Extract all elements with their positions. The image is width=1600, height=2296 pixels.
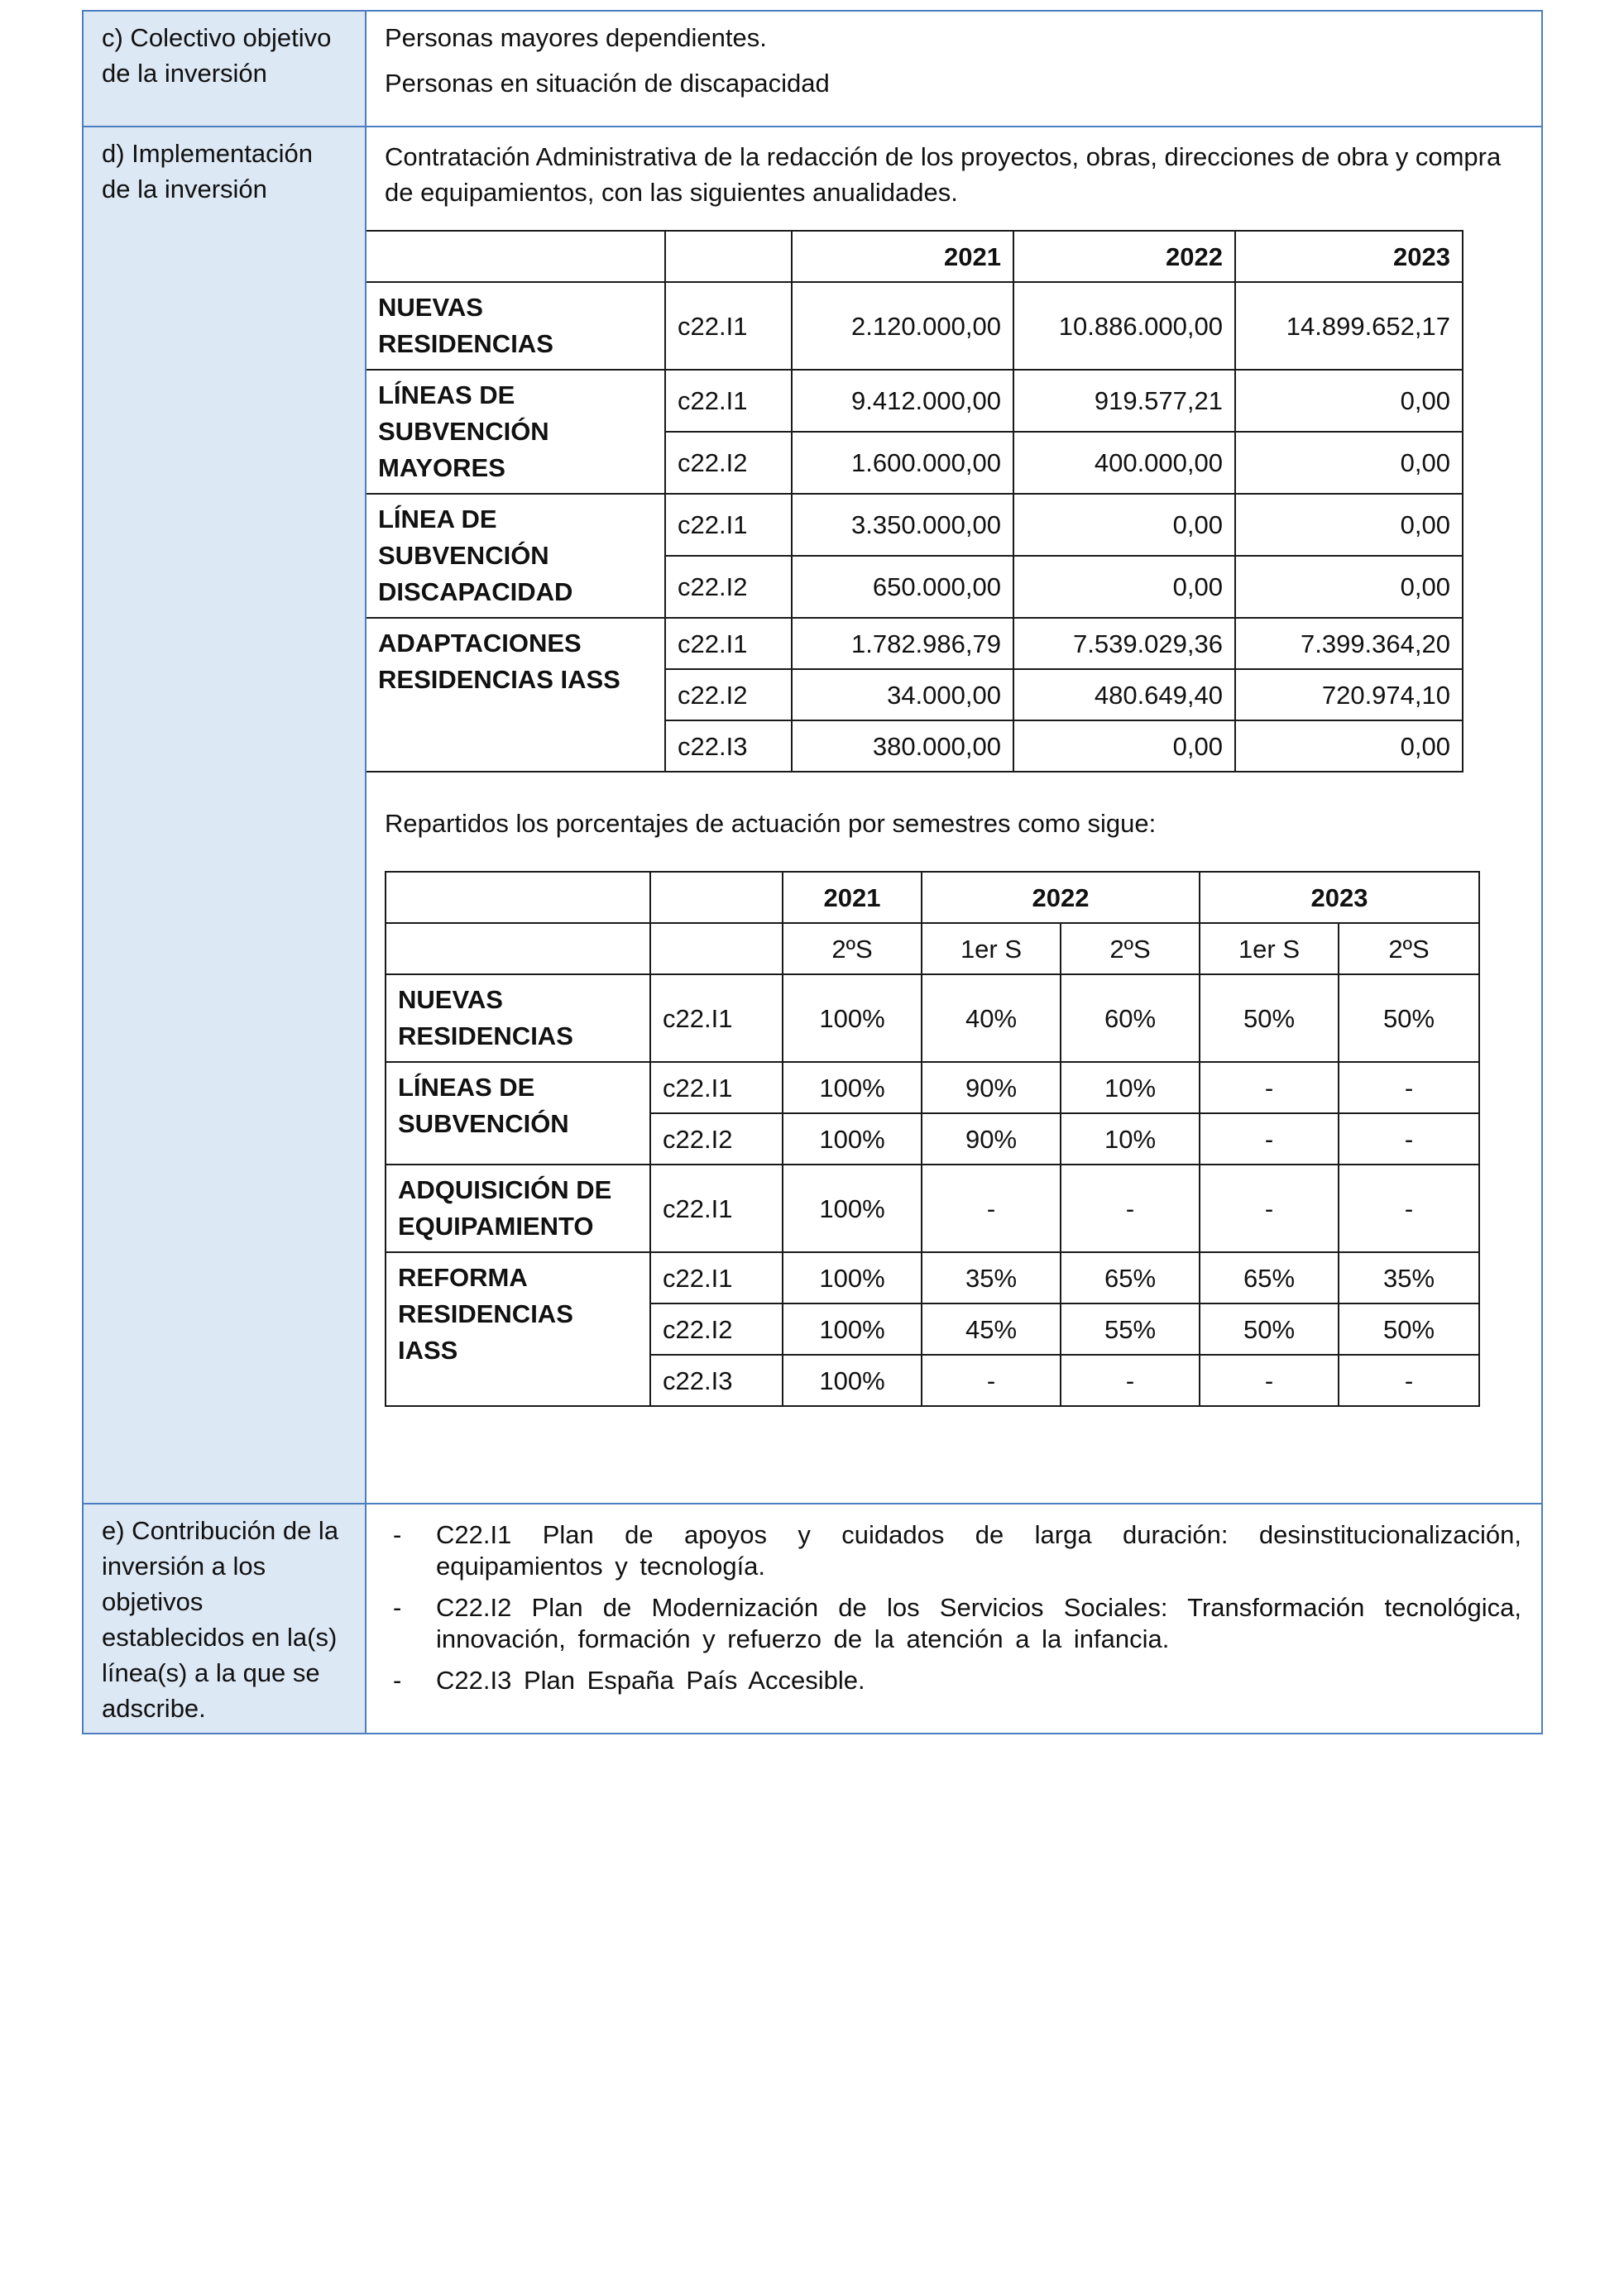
investment-code: c22.I1	[665, 494, 792, 556]
target-line-2: Personas en situación de discapacidad	[385, 69, 830, 98]
semester-table	[385, 871, 1480, 1407]
investment-code: c22.I1	[665, 370, 792, 432]
percent-cell: 100%	[783, 974, 922, 1062]
amount-cell: 0,00	[1013, 720, 1235, 772]
investment-code: c22.I3	[665, 720, 792, 772]
semester-row	[386, 1252, 1479, 1303]
budget-row	[366, 282, 1463, 370]
percent-cell: 100%	[783, 1303, 922, 1355]
amount-cell: 2.120.000,00	[792, 282, 1013, 370]
investment-code: c22.I2	[650, 1113, 783, 1165]
semester-header: 2ºS	[1061, 923, 1200, 974]
amount-cell: 7.539.029,36	[1013, 618, 1235, 669]
investment-code: c22.I1	[650, 1062, 783, 1113]
percent-cell: -	[922, 1355, 1061, 1406]
amount-cell: 0,00	[1013, 556, 1235, 618]
dash-bullet: -	[393, 1666, 402, 1695]
investment-code: c22.I1	[650, 974, 783, 1062]
semester-row	[386, 974, 1479, 1062]
percent-cell: -	[1200, 1355, 1339, 1406]
budget-row	[366, 618, 1463, 669]
header-blank-cell	[366, 231, 665, 282]
percent-cell: 40%	[922, 974, 1061, 1062]
group-name: ADQUISICIÓN DE EQUIPAMIENTO	[386, 1165, 650, 1252]
amount-cell: 480.649,40	[1013, 669, 1235, 720]
percent-cell: 100%	[783, 1252, 922, 1303]
investment-code: c22.I1	[665, 282, 792, 370]
percent-cell: -	[1339, 1062, 1479, 1113]
investment-code: c22.I2	[650, 1303, 783, 1355]
budget-header-row	[366, 231, 1463, 282]
semester-label-row	[386, 923, 1479, 974]
amount-cell: 3.350.000,00	[792, 494, 1013, 556]
year-header: 2022	[1013, 231, 1235, 282]
header-blank-cell	[386, 923, 650, 974]
percent-cell: -	[1339, 1113, 1479, 1165]
percent-cell: 100%	[783, 1062, 922, 1113]
percent-cell: -	[1200, 1062, 1339, 1113]
percent-cell: 90%	[922, 1062, 1061, 1113]
semester-header: 2ºS	[1339, 923, 1479, 974]
percent-cell: 55%	[1061, 1303, 1200, 1355]
percent-cell: 45%	[922, 1303, 1061, 1355]
amount-cell: 400.000,00	[1013, 432, 1235, 494]
row-contribution	[83, 1504, 1542, 1734]
group-name: NUEVAS RESIDENCIAS	[386, 974, 650, 1062]
percent-cell: 10%	[1061, 1113, 1200, 1165]
group-name: REFORMA RESIDENCIAS IASS	[386, 1252, 650, 1406]
group-name: ADAPTACIONES RESIDENCIAS IASS	[366, 618, 665, 772]
header-blank-cell	[650, 872, 783, 923]
percent-cell: -	[1061, 1165, 1200, 1252]
group-name: NUEVAS RESIDENCIAS	[366, 282, 665, 370]
amount-cell: 650.000,00	[792, 556, 1013, 618]
percent-cell: 65%	[1200, 1252, 1339, 1303]
investment-code: c22.I1	[665, 618, 792, 669]
semester-row	[386, 1165, 1479, 1252]
amount-cell: 720.974,10	[1235, 669, 1463, 720]
percent-cell: 100%	[783, 1355, 922, 1406]
target-line-1: Personas mayores dependientes.	[385, 23, 767, 52]
year-header: 2022	[922, 872, 1200, 923]
group-name: LÍNEAS DE SUBVENCIÓN	[386, 1062, 650, 1165]
contribution-list	[385, 1519, 1521, 1696]
amount-cell: 0,00	[1013, 494, 1235, 556]
amount-cell: 9.412.000,00	[792, 370, 1013, 432]
label-contribution: e) Contribución de la inversión a los objetivos establecidos en la(s) línea(s) a la que se adscribe.	[83, 1504, 366, 1734]
content-contribution	[366, 1504, 1542, 1734]
content-implementation	[366, 127, 1542, 1504]
budget-row	[366, 494, 1463, 556]
investment-code: c22.I2	[665, 432, 792, 494]
percent-cell: -	[1200, 1113, 1339, 1165]
amount-cell: 0,00	[1235, 432, 1463, 494]
contribution-item: - C22.I3 Plan España País Accesible.	[393, 1666, 865, 1695]
percent-cell: 90%	[922, 1113, 1061, 1165]
amount-cell: 7.399.364,20	[1235, 618, 1463, 669]
amount-cell: 10.886.000,00	[1013, 282, 1235, 370]
amount-cell: 1.600.000,00	[792, 432, 1013, 494]
budget-table	[365, 230, 1463, 773]
amount-cell: 919.577,21	[1013, 370, 1235, 432]
contribution-item: - C22.I2 Plan de Modernización de los Servicios Sociales: Transformación tecnológica, innovación, formación y refuerzo de la atención a la infancia.	[393, 1593, 1521, 1653]
contribution-item: - C22.I1 Plan de apoyos y cuidados de larga duración: desinstitucionalización, equipamientos y tecnología.	[393, 1520, 1521, 1581]
semester-row	[386, 1062, 1479, 1113]
label-implementation: d) Implementación de la inversión	[83, 127, 366, 1504]
investment-code: c22.I3	[650, 1355, 783, 1406]
amount-cell: 0,00	[1235, 720, 1463, 772]
header-blank-cell	[650, 923, 783, 974]
content-target-group	[366, 11, 1542, 127]
percent-cell: -	[1200, 1165, 1339, 1252]
percent-cell: 65%	[1061, 1252, 1200, 1303]
budget-row	[366, 370, 1463, 432]
semester-header: 1er S	[922, 923, 1061, 974]
semester-intro: Repartidos los porcentajes de actuación por semestres como sigue:	[385, 809, 1157, 838]
implementation-intro: Contratación Administrativa de la redacción de los proyectos, obras, direcciones de obra y compra de equipamientos, con las siguientes anualidades.	[385, 142, 1502, 207]
percent-cell: 60%	[1061, 974, 1200, 1062]
percent-cell: 50%	[1200, 1303, 1339, 1355]
investment-code: c22.I1	[650, 1252, 783, 1303]
amount-cell: 34.000,00	[792, 669, 1013, 720]
year-header: 2021	[792, 231, 1013, 282]
row-target-group	[83, 11, 1542, 127]
percent-cell: 100%	[783, 1113, 922, 1165]
amount-cell: 0,00	[1235, 494, 1463, 556]
percent-cell: -	[1339, 1355, 1479, 1406]
amount-cell: 14.899.652,17	[1235, 282, 1463, 370]
percent-cell: -	[1061, 1355, 1200, 1406]
dash-bullet: -	[393, 1593, 402, 1622]
amount-cell: 0,00	[1235, 370, 1463, 432]
header-blank-cell	[386, 872, 650, 923]
percent-cell: 10%	[1061, 1062, 1200, 1113]
percent-cell: 35%	[1339, 1252, 1479, 1303]
percent-cell: -	[1339, 1165, 1479, 1252]
percent-cell: 35%	[922, 1252, 1061, 1303]
semester-header: 1er S	[1200, 923, 1339, 974]
header-blank-cell	[665, 231, 792, 282]
percent-cell: -	[922, 1165, 1061, 1252]
semester-year-row	[386, 872, 1479, 923]
percent-cell: 100%	[783, 1165, 922, 1252]
investment-code: c22.I1	[650, 1165, 783, 1252]
label-target-group: c) Colectivo objetivo de la inversión	[83, 11, 366, 127]
percent-cell: 50%	[1200, 974, 1339, 1062]
investment-code: c22.I2	[665, 669, 792, 720]
year-header: 2023	[1235, 231, 1463, 282]
amount-cell: 380.000,00	[792, 720, 1013, 772]
amount-cell: 1.782.986,79	[792, 618, 1013, 669]
semester-header: 2ºS	[783, 923, 922, 974]
year-header: 2023	[1200, 872, 1479, 923]
row-implementation	[83, 127, 1542, 1504]
dash-bullet: -	[393, 1520, 402, 1549]
investment-sheet	[82, 10, 1543, 1734]
amount-cell: 0,00	[1235, 556, 1463, 618]
year-header: 2021	[783, 872, 922, 923]
investment-code: c22.I2	[665, 556, 792, 618]
percent-cell: 50%	[1339, 974, 1479, 1062]
group-name: LÍNEA DE SUBVENCIÓN DISCAPACIDAD	[366, 494, 665, 618]
percent-cell: 50%	[1339, 1303, 1479, 1355]
group-name: LÍNEAS DE SUBVENCIÓN MAYORES	[366, 370, 665, 494]
